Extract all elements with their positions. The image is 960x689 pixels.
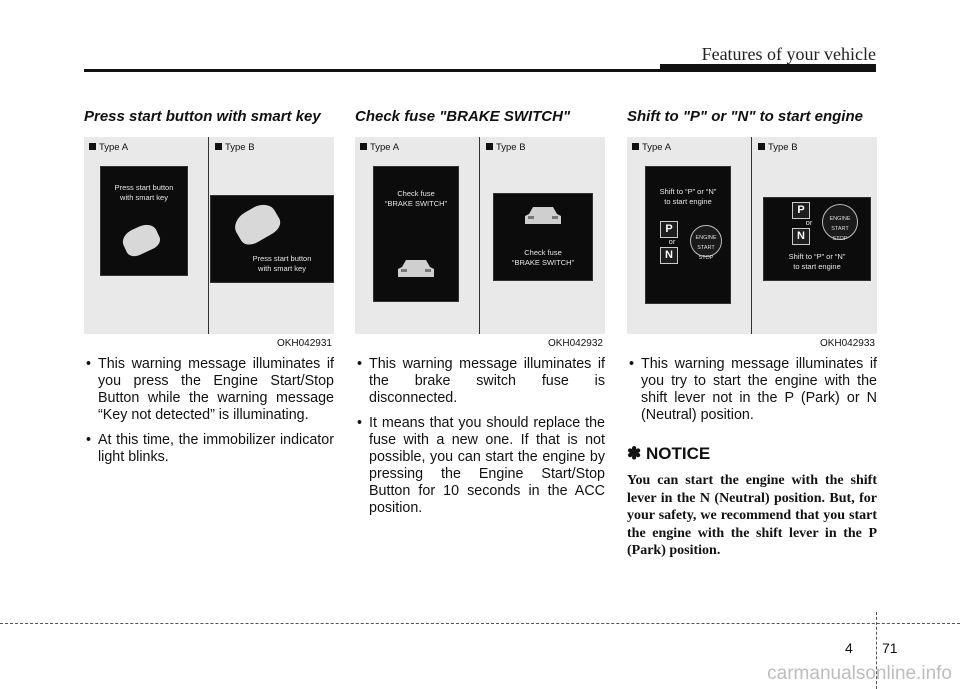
notice-title: ✽ NOTICE [627, 444, 711, 463]
notice-body: You can start the engine with the shift lever in the N (Neutral) position. But, for your safety, we recommend that you start the engine with the shift lever in the P (Park) position. [627, 473, 877, 558]
smart-key-icon [230, 199, 284, 249]
cluster-display-b [493, 193, 593, 281]
display-line-2: “BRAKE SWITCH” [384, 199, 448, 208]
section-title: Check fuse "BRAKE SWITCH" [355, 108, 571, 125]
figure-brake-switch [355, 137, 605, 349]
bullet-list [627, 356, 877, 424]
type-a-label: Type A [89, 142, 128, 153]
figure-code: OKH042933 [819, 338, 875, 349]
gear-n-indicator: N [792, 228, 810, 245]
gear-or-label: or [668, 237, 676, 246]
column-brake-switch [355, 108, 605, 525]
type-a-label: Type A [360, 142, 399, 153]
display-line-1: Check fuse [397, 189, 435, 198]
gear-or-label: or [805, 218, 813, 227]
engine-start-stop-icon: ENGINE START STOP [822, 204, 858, 240]
figure-divider [751, 137, 752, 334]
engine-start-stop-icon: ENGINE START STOP [690, 225, 722, 257]
cluster-display-b [210, 195, 334, 283]
bullet-item: • This warning message illuminates if you try to start the engine with the shift lever not in the P (Park) or N (Neutral) position. [627, 356, 877, 424]
bullet-list [84, 356, 334, 466]
display-line-1: Press start button [114, 183, 174, 192]
figure-code: OKH042931 [276, 338, 332, 349]
car-rear-icon [396, 257, 436, 279]
figure-divider [479, 137, 480, 334]
bullet-list [355, 356, 605, 517]
figure-shift-pn [627, 137, 877, 349]
car-rear-icon [523, 204, 563, 226]
display-line-1: Shift to “P” or “N” [659, 187, 717, 196]
display-line-2: with smart key [258, 264, 306, 273]
figure-type-a [627, 137, 751, 334]
figure-divider [208, 137, 209, 334]
header-rule-accent [660, 64, 876, 72]
figure-type-a [84, 137, 208, 334]
cluster-display-b [763, 197, 871, 281]
type-b-label: Type B [215, 142, 255, 153]
footer-rule [0, 623, 960, 624]
type-b-label: Type B [758, 142, 798, 153]
header-section-title: Features of your vehicle [701, 44, 876, 64]
display-line-2: “BRAKE SWITCH” [511, 258, 575, 267]
bullet-item: • This warning message illuminates if the brake switch fuse is disconnected. [355, 356, 605, 407]
display-line-2: to start engine [664, 197, 712, 206]
column-shift-pn [627, 108, 877, 560]
display-line-1: Shift to “P” or “N” [788, 252, 846, 261]
display-line-2: with smart key [120, 193, 168, 202]
chapter-number: 4 [845, 640, 853, 656]
display-line-2: to start engine [793, 262, 841, 271]
figure-code: OKH042932 [547, 338, 603, 349]
smart-key-icon [119, 221, 163, 260]
display-line-1: Press start button [252, 254, 312, 263]
cluster-display-a [373, 166, 459, 302]
column-smart-key [84, 108, 334, 474]
display-line-1: Check fuse [524, 248, 562, 257]
type-b-label: Type B [486, 142, 526, 153]
section-title: Press start button with smart key [84, 108, 321, 125]
cluster-display-a [645, 166, 731, 304]
watermark: carmanualsonline.info [767, 663, 952, 684]
figure-type-b [753, 137, 877, 334]
cluster-display-a [100, 166, 188, 276]
section-title: Shift to "P" or "N" to start engine [627, 108, 863, 125]
figure-type-b [481, 137, 605, 334]
bullet-item: • At this time, the immobilizer indicator light blinks. [84, 432, 334, 466]
gear-p-indicator: P [660, 221, 678, 238]
figure-smart-key [84, 137, 334, 349]
page-number: 71 [882, 640, 898, 656]
figure-type-b [210, 137, 334, 334]
type-a-label: Type A [632, 142, 671, 153]
figure-type-a [355, 137, 479, 334]
gear-n-indicator: N [660, 247, 678, 264]
bullet-item: • This warning message illuminates if you press the Engine Start/Stop Button while the warning message “Key not detected” is illuminating. [84, 356, 334, 424]
bullet-item: • It means that you should replace the fuse with a new one. If that is not possible, you can start the engine by pressing the Engine Start/Stop Button for 10 seconds in the ACC position. [355, 415, 605, 517]
gear-p-indicator: P [792, 202, 810, 219]
